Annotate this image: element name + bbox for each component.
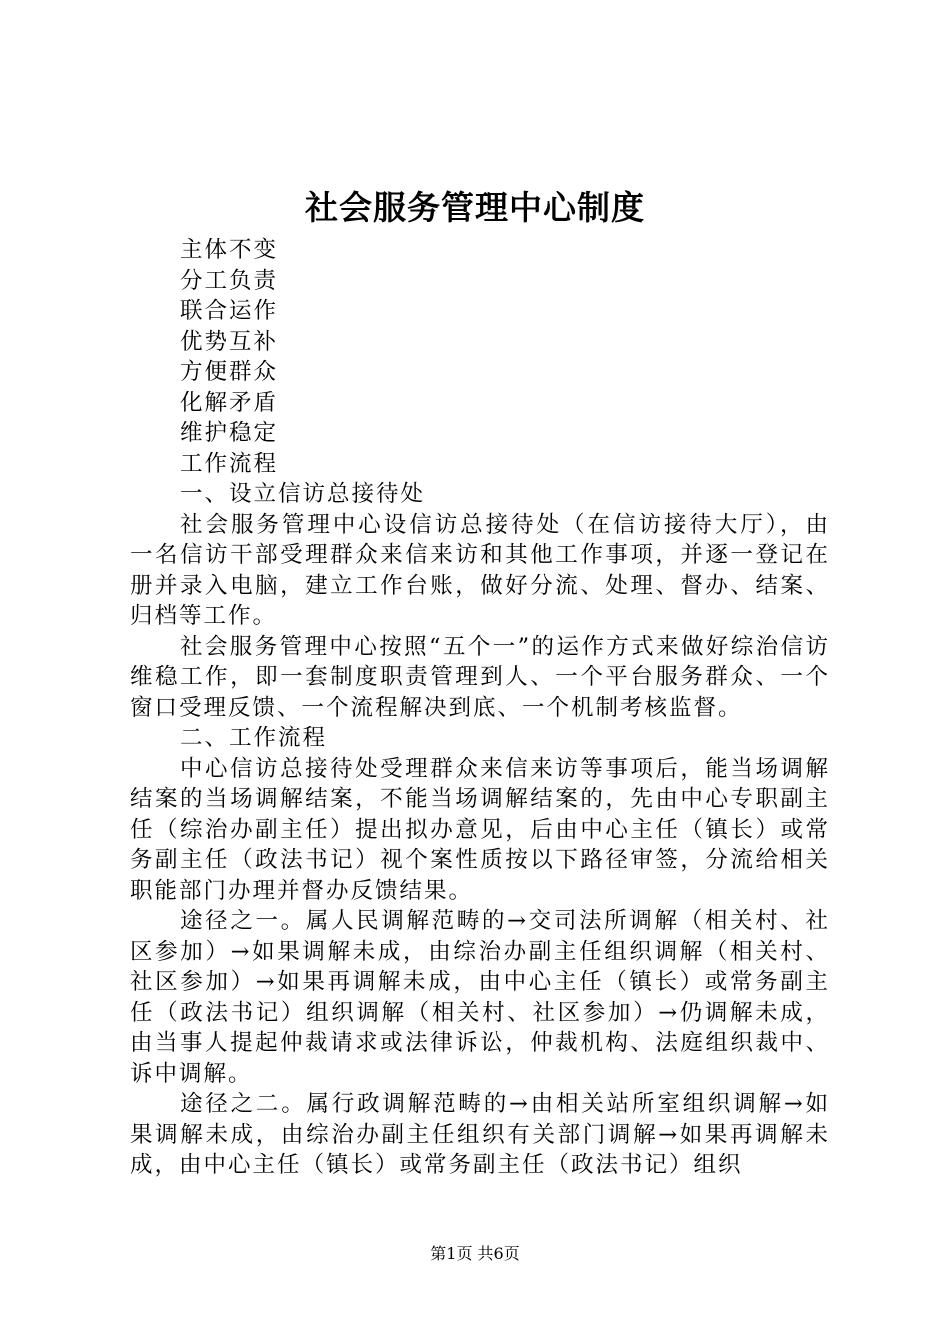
body-paragraph: 途径之二。属行政调解范畴的→由相关站所室组织调解→如果调解未成，由综治办副主任组织有关部门调解→如果再调解未成，由中心主任（镇长）或常务副主任（政法书记）组织 bbox=[130, 1091, 830, 1178]
body-paragraph: 中心信访总接待处受理群众来信来访等事项后，能当场调解结案的当场调解结案，不能当场调解结案的，先由中心专职副主任（综治办副主任）提出拟办意见，后由中心主任（镇长）或常务副主任（政法书记）视个案性质按以下路径审签，分流给相关职能部门办理并督办反馈结果。 bbox=[130, 755, 830, 904]
principle-item: 维护稳定 bbox=[180, 420, 279, 446]
document-title: 社会服务管理中心制度 bbox=[305, 188, 645, 227]
principle-item: 优势互补 bbox=[180, 328, 279, 355]
principle-item: 工作流程 bbox=[180, 450, 279, 477]
body-paragraph: 途径之一。属人民调解范畴的→交司法所调解（相关村、社区参加）→如果调解未成，由综治办副主任组织调解（相关村、社区参加）→如果再调解未成，由中心主任（镇长）或常务副主任（政法书记）组织调解（相关村、社区参加）→仍调解未成，由当事人提起仲裁请求或法律诉讼，仲裁机构、法庭组织裁中、诉中调解。 bbox=[130, 908, 830, 1087]
principle-item: 主体不变 bbox=[180, 237, 279, 263]
body-paragraph: 社会服务管理中心设信访总接待处（在信访接待大厅），由一名信访干部受理群众来信来访和其他工作事项，并逐一登记在册并录入电脑，建立工作台账，做好分流、处理、督办、结案、归档等工作。 bbox=[130, 511, 830, 629]
principle-item: 联合运作 bbox=[180, 298, 279, 324]
page-footer: 第1页 共6页 bbox=[430, 1244, 520, 1263]
principle-item: 分工负责 bbox=[180, 267, 279, 294]
section-heading: 二、工作流程 bbox=[180, 725, 328, 751]
principle-item: 方便群众 bbox=[180, 359, 279, 385]
document-body bbox=[130, 235, 830, 1181]
section-heading: 一、设立信访总接待处 bbox=[180, 481, 426, 507]
body-paragraph: 社会服务管理中心按照“五个一”的运作方式来做好综治信访维稳工作，即一套制度职责管理到人、一个平台服务群众、一个窗口受理反馈、一个流程解决到底、一个机制考核监督。 bbox=[130, 633, 830, 721]
principle-item: 化解矛盾 bbox=[180, 389, 279, 416]
